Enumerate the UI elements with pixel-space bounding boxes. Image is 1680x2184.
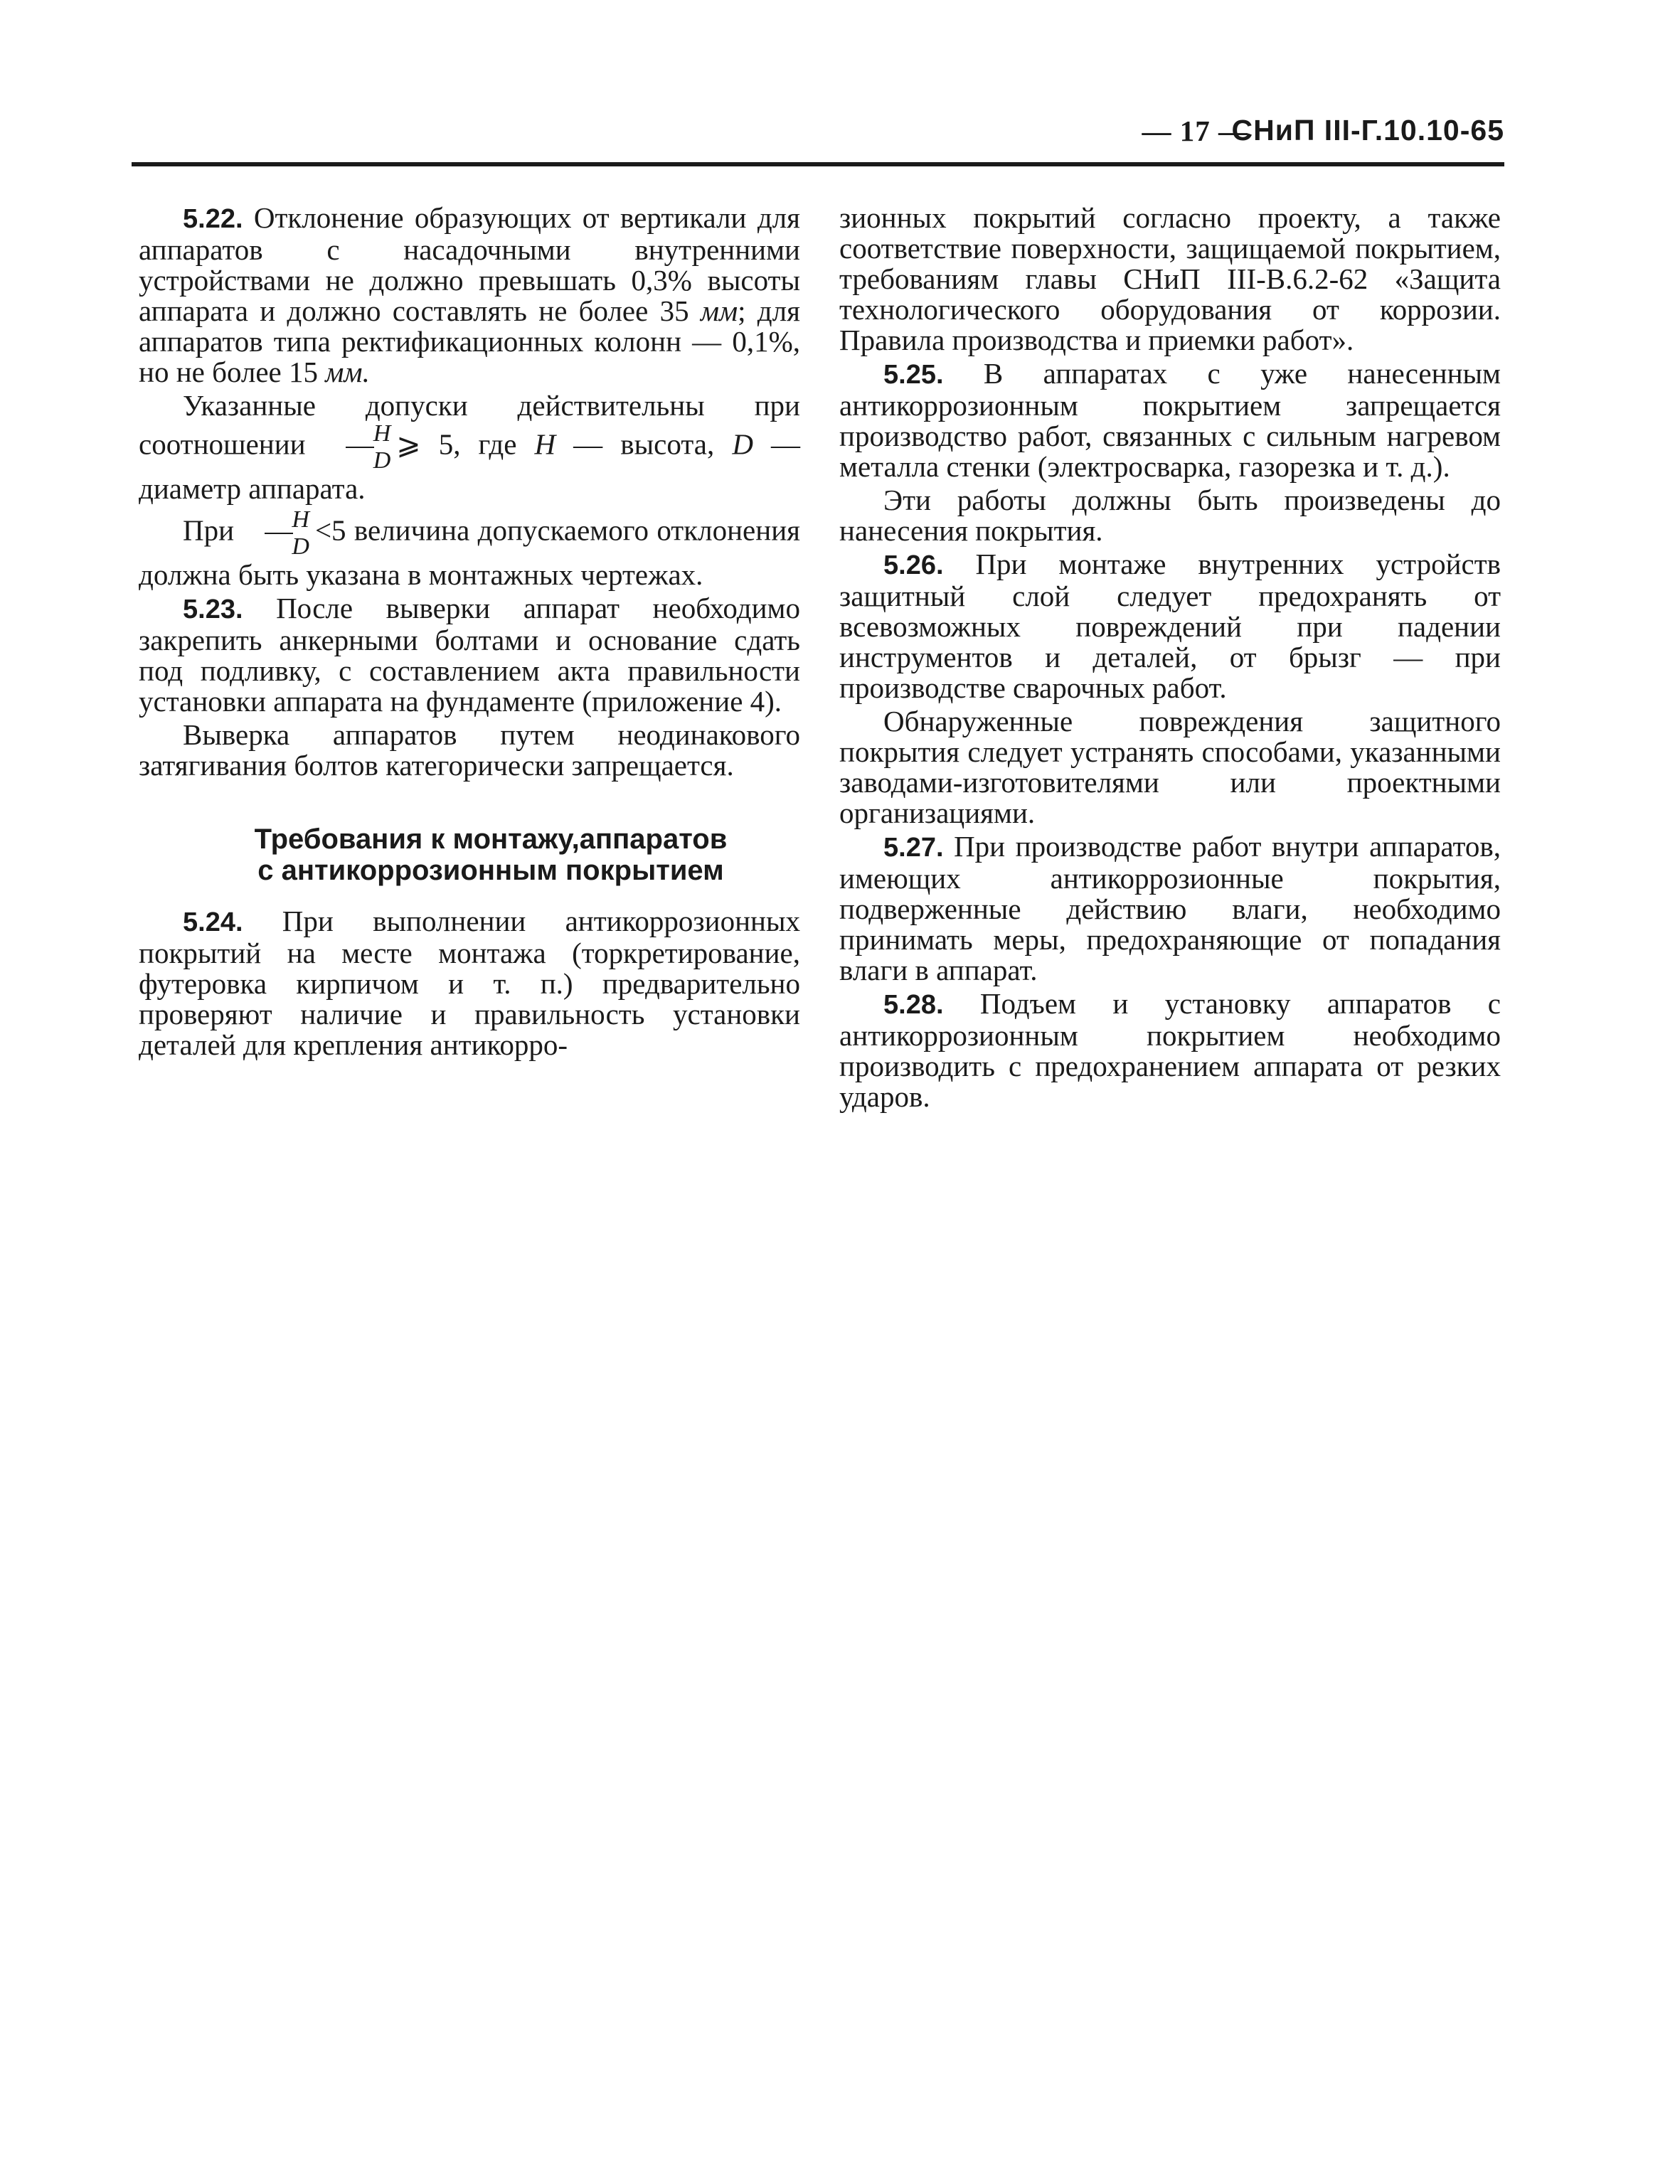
- clause-number: 5.25.: [883, 360, 944, 390]
- fraction-h-over-d-2: $\frac{H}{D}$: [248, 507, 309, 560]
- paragraph-tolerance: Указанные допуски действительны при соотношении $\frac{H}{D}$ ⩾ 5, где H — высота, D — диаметр аппарата.: [139, 389, 801, 505]
- paragraph-5-25b: Эти работы должны быть произведены до нанесения покрытия.: [839, 484, 1501, 547]
- paragraph-5-26: 5.26. При монтаже внутренних устройств защитный слой следует предохранять от всевозможных повреждений при падении инструментов и деталей, от брызг — при производстве сварочных работ.: [839, 548, 1501, 704]
- page-number: — 17 —: [1142, 114, 1248, 147]
- paragraph-5-23: 5.23. После выверки аппарат необходимо закрепить анкерными болтами и основание сдать под подливку, с составлением акта правильности установки аппарата на фундаменте (приложение 4).: [139, 592, 800, 718]
- clause-number: 5.23.: [183, 595, 243, 624]
- clause-number: 5.26.: [883, 550, 944, 580]
- paragraph-5-22: 5.22. Отклонение образующих от вертикали для аппаратов с насадочными внутренними устройствами не должно превышать 0,3% высоты аппарата и должно составлять не более 35 мм; для аппаратов типа ректификационных колонн — 0,1%, но не более 15 мм.: [139, 201, 801, 388]
- paragraph-5-26b: Обнаруженные повреждения защитного покрытия следует устранять способами, указанными заводами-изготовителями или проектными организациями.: [839, 705, 1501, 829]
- header-rule: [132, 162, 1504, 166]
- left-column: [139, 203, 800, 1063]
- page-header: [132, 114, 1504, 164]
- paragraph-ban: Выверка аппаратов путем неодинакового затягивания болтов категорически запрещается.: [139, 718, 800, 782]
- paragraph-5-28: 5.28. Подъем и установку аппаратов с антикоррозионным покрытием необходимо производить с предохранением аппарата от резких ударов.: [839, 987, 1501, 1113]
- section-title: Требования к монтажу,аппаратов с антикоррозионным покрытием: [254, 824, 728, 886]
- fraction-h-over-d: $\frac{H}{D}$: [329, 421, 391, 474]
- clause-number: 5.27.: [883, 833, 944, 863]
- paragraph-pri: При $\frac{H}{D}$ <5 величина допускаемого отклонения должна быть указана в монтажных чертежах.: [139, 506, 800, 591]
- document-code: СНиП III-Г.10.10-65: [1231, 114, 1504, 147]
- clause-number: 5.28.: [883, 990, 944, 1020]
- paragraph-5-24: 5.24. При выполнении антикоррозионных покрытий на месте монтажа (торкретирование, футеровка кирпичом и т. п.) предварительно проверяют наличие и правильность установки деталей для крепления антикорро-: [139, 905, 801, 1061]
- right-column: [839, 203, 1501, 1115]
- paragraph-5-27: 5.27. При производстве работ внутри аппаратов, имеющих антикоррозионные покрытия, подверженные действию влаги, необходимо принимать меры, предохраняющие от попадания влаги в аппарат.: [839, 830, 1501, 986]
- clause-number: 5.24.: [183, 907, 243, 937]
- paragraph-5-25: 5.25. В аппаратах с уже нанесенным антикоррозионным покрытием запрещается производство работ, связанных с сильным нагревом металла стенки (электросварка, газорезка и т. д.).: [839, 357, 1501, 483]
- paragraph-continuation: зионных покрытий согласно проекту, а также соответствие поверхности, защищаемой покрытием, требованиям главы СНиП III-В.6.2-62 «Защита технологического оборудования от коррозии. Правила производства и приемки работ».: [839, 201, 1501, 356]
- clause-number: 5.22.: [183, 204, 243, 234]
